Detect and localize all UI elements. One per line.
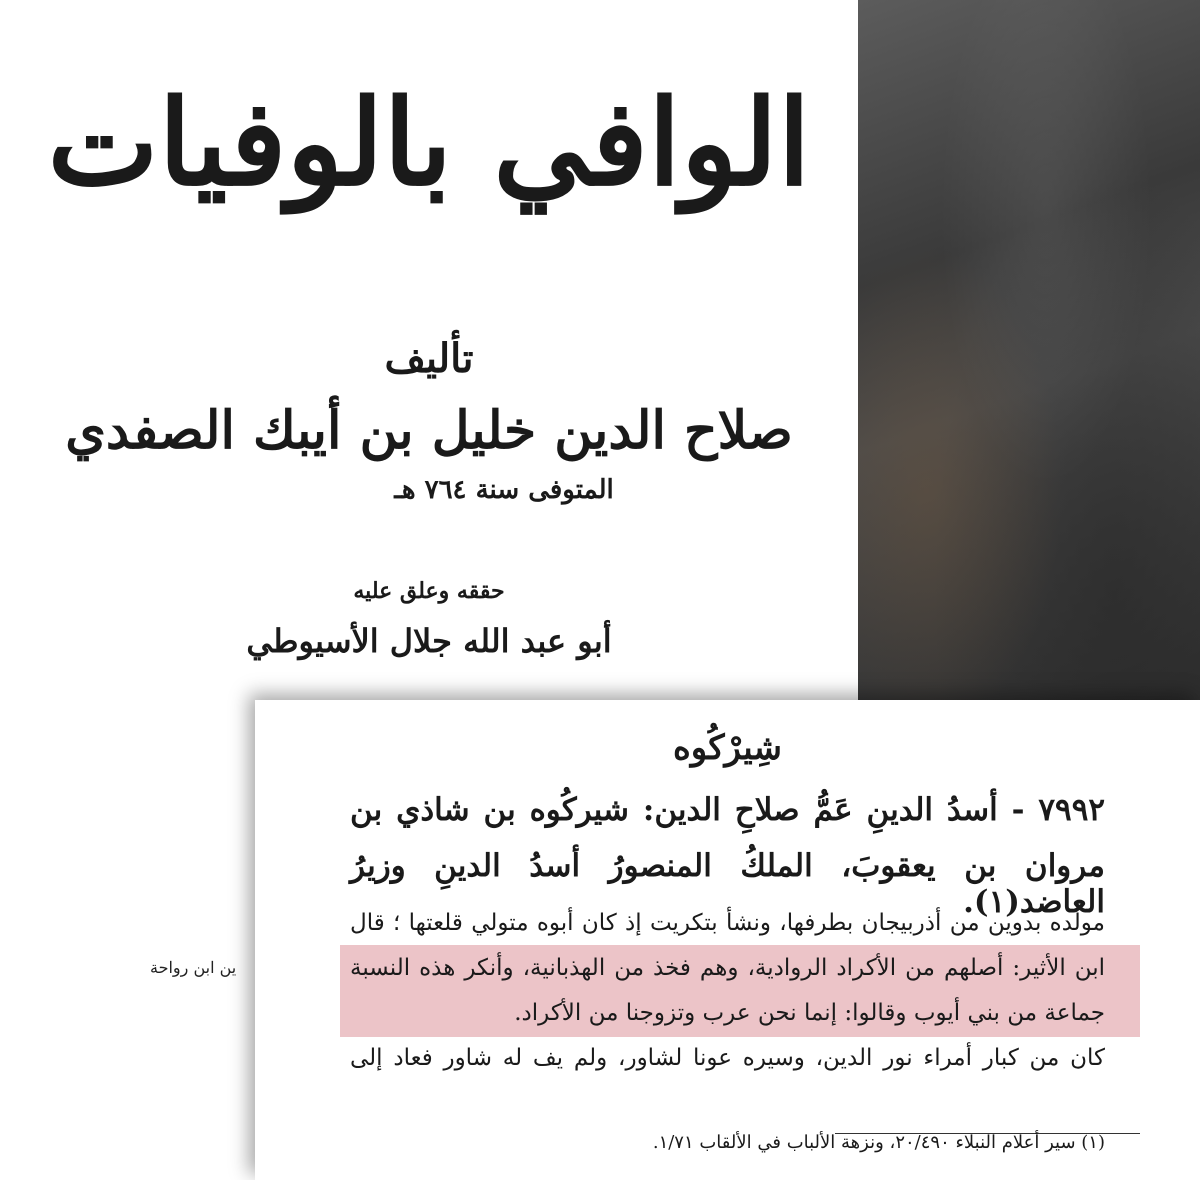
editor-name: أبو عبد الله جلال الأسيوطي bbox=[246, 622, 612, 660]
book-page-excerpt bbox=[255, 700, 1200, 1180]
body-line-4: كان من كبار أمراء نور الدين، وسيره عونا لشاور، ولم يف له شاور فعاد إلى bbox=[350, 1045, 1105, 1071]
entry-title-line-1: ٧٩٩٢ - أسدُ الدينِ عَمُّ صلاحِ الدين: شيركُوه بن شاذي بن bbox=[350, 792, 1105, 828]
book-cover bbox=[0, 0, 858, 700]
book-title: الوافي بالوفيات bbox=[47, 73, 811, 212]
entry-heading: شِيرْكُوه bbox=[672, 728, 783, 768]
body-line-3-highlighted: جماعة من بني أيوب وقالوا: إنما نحن عرب وتزوجنا من الأكراد. bbox=[514, 1000, 1105, 1026]
entry-title-line-2: مروان بن يعقوبَ، الملكُ المنصورُ أسدُ الدينِ وزيرُ العاضد(١). bbox=[350, 848, 1105, 920]
footnote: (١) سير أعلام النبلاء ٢٠/٤٩٠، ونزهة الألباب في الألقاب ١/٧١. bbox=[652, 1132, 1105, 1153]
blurred-photo bbox=[858, 0, 1200, 700]
body-line-2-highlighted: ابن الأثير: أصلهم من الأكراد الروادية، وهم فخذ من الهذبانية، وأنكر هذه النسبة bbox=[350, 955, 1105, 981]
page-fragment-text: ين ابن رواحة bbox=[150, 958, 237, 977]
author-label: تأليف bbox=[384, 335, 474, 382]
author-name: صلاح الدين خليل بن أيبك الصفدي bbox=[65, 400, 793, 461]
body-line-1: مولده بدوين من أذربيجان بطرفها، ونشأ بتكريت إذ كان أبوه متولي قلعتها ؛ قال bbox=[350, 910, 1105, 936]
editor-label: حققه وعلق عليه bbox=[353, 578, 505, 604]
death-year: المتوفى سنة ٧٦٤ هـ bbox=[394, 475, 614, 505]
